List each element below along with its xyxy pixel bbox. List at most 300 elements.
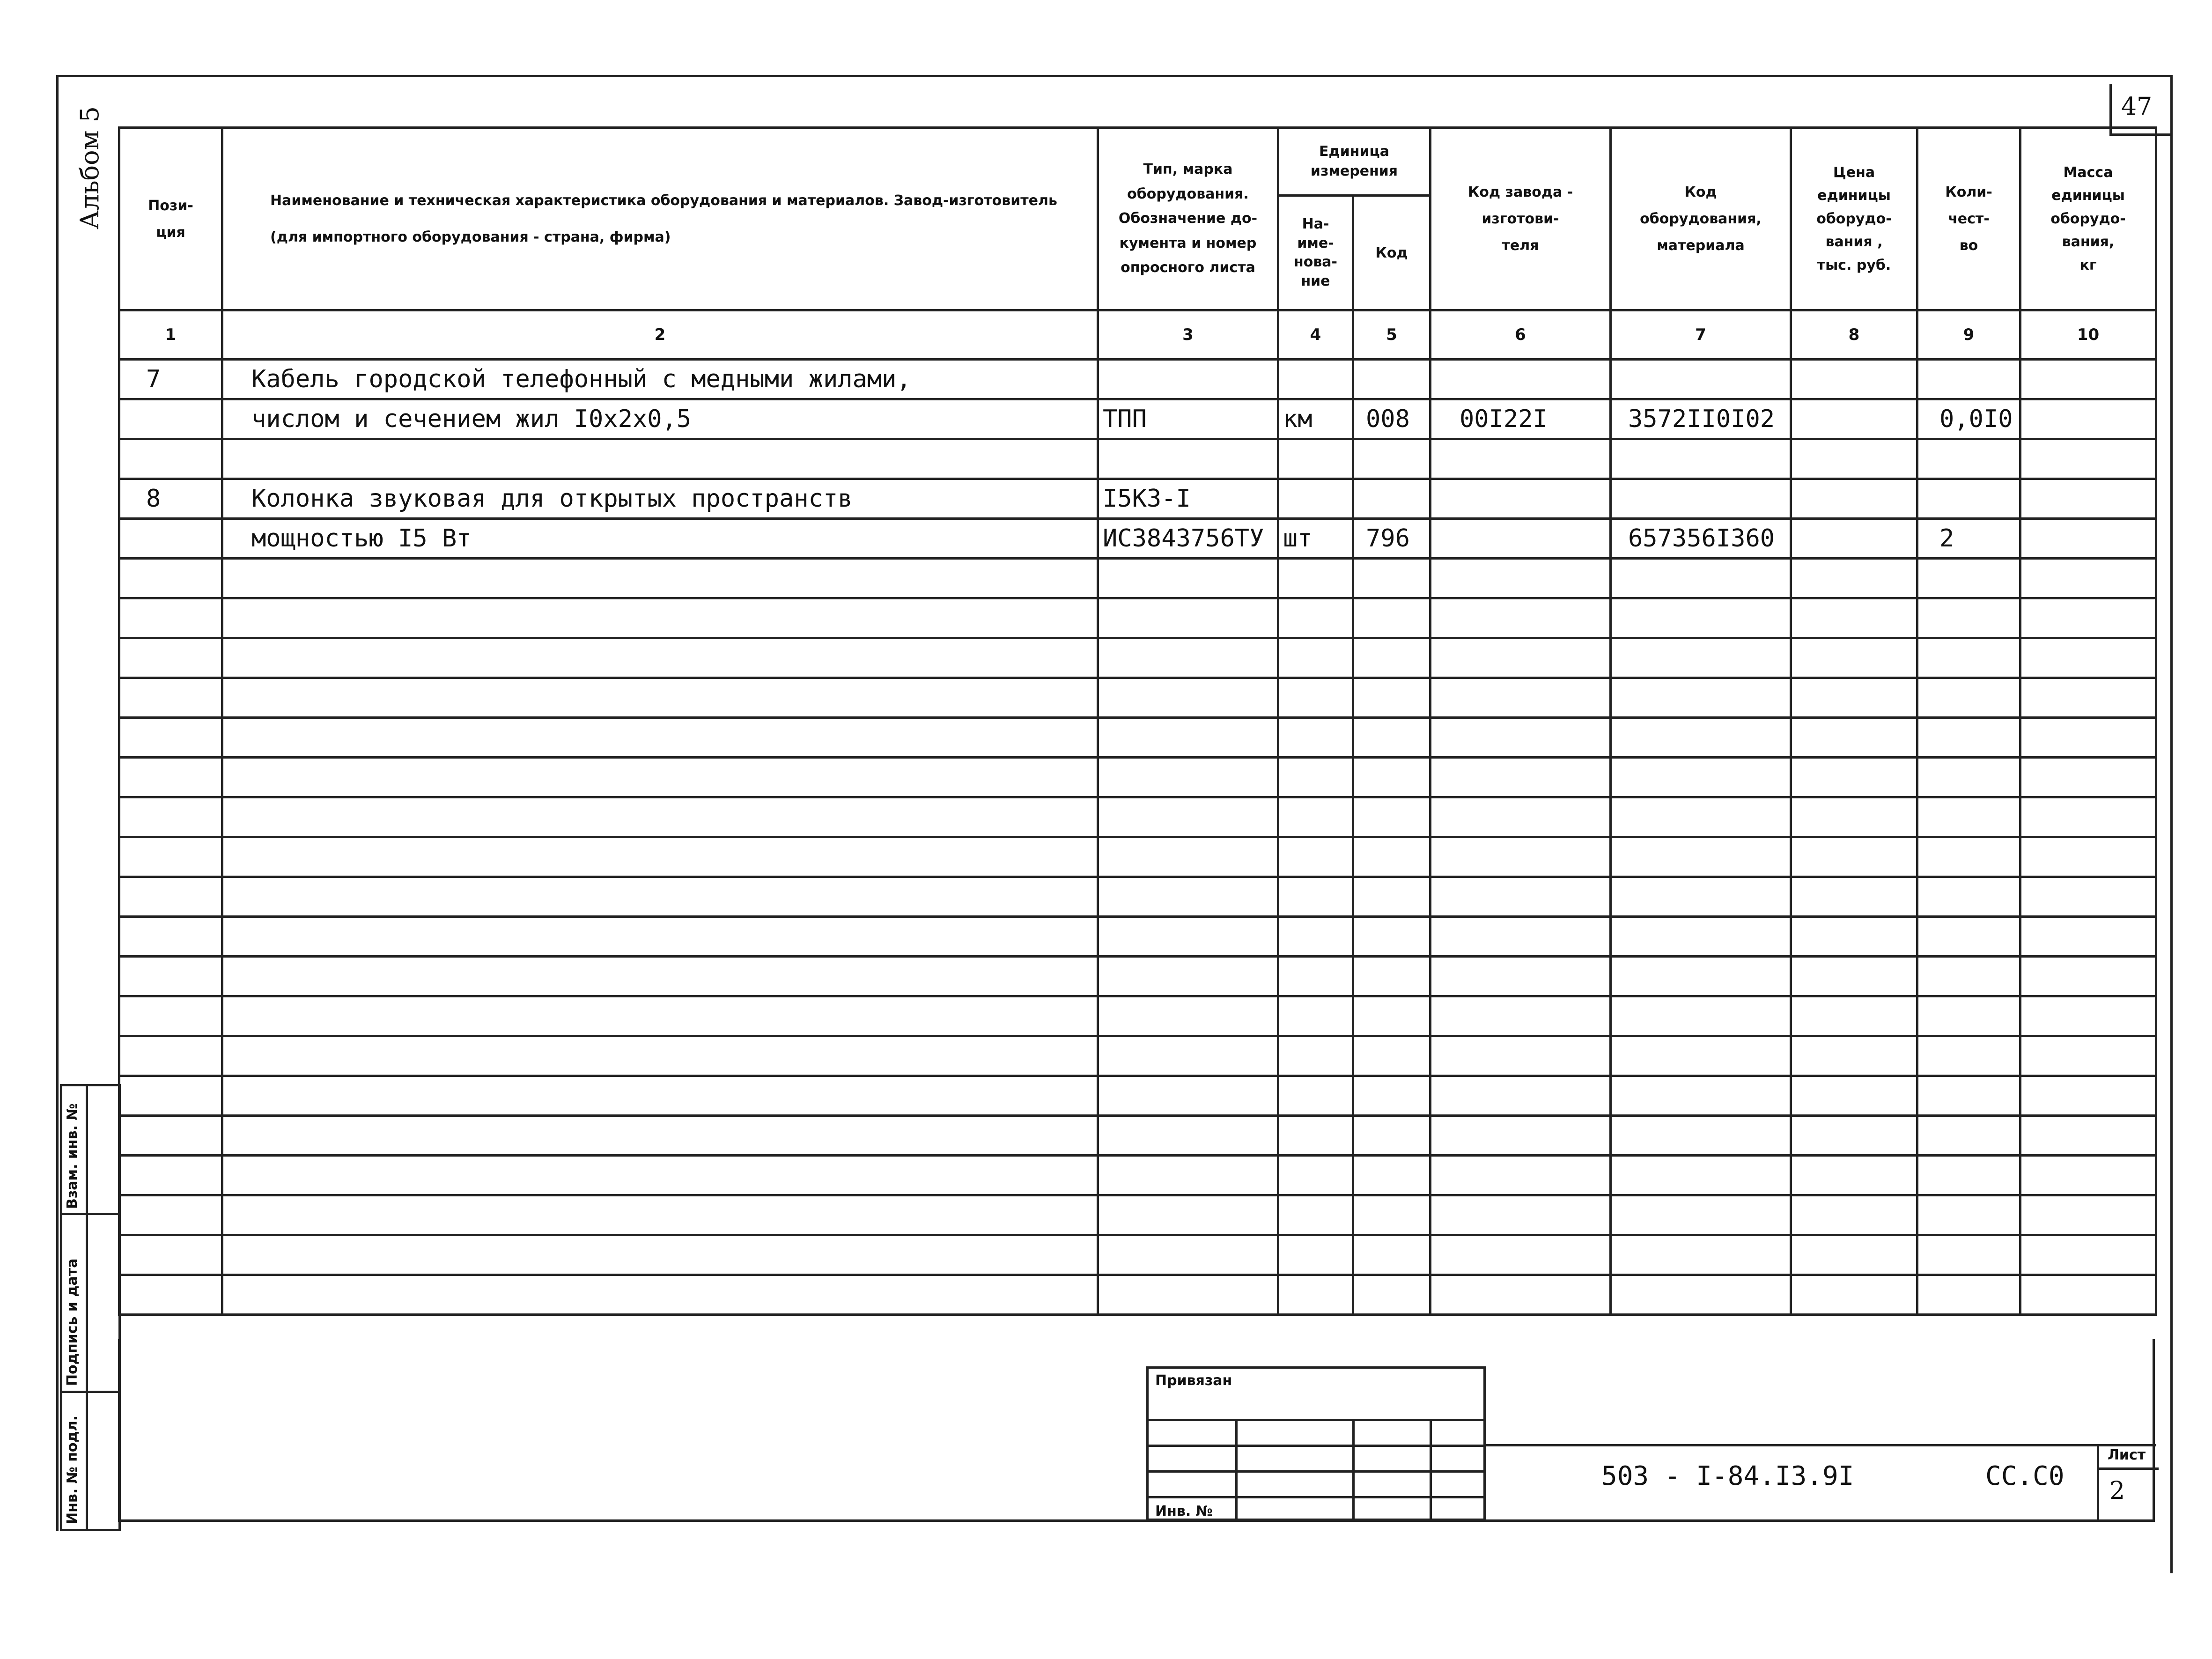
empty-cell [1430, 957, 1611, 996]
empty-table-row [119, 1036, 2156, 1076]
cell-factory-code [1430, 360, 1611, 399]
binding-col-line [1235, 1421, 1238, 1521]
binding-row-line [1149, 1419, 1483, 1421]
binding-col-line [1352, 1421, 1355, 1521]
cell-type: ТПП [1098, 399, 1278, 439]
column-number: 6 [1430, 310, 1611, 360]
empty-cell [1791, 718, 1917, 758]
empty-cell [1791, 758, 1917, 797]
cell-type: ИС3843756ТУ [1098, 519, 1278, 559]
empty-cell [2020, 797, 2156, 837]
cell-price [1791, 519, 1917, 559]
document-suffix: СС.С0 [1985, 1461, 2065, 1491]
stamp-original-inventory: Инв. № подл. [64, 1415, 81, 1524]
header-unit-group: Единица измерения [1278, 128, 1430, 196]
header-price: Цена единицы оборудо- вания , тыс. руб. [1791, 128, 1917, 310]
empty-cell [2020, 758, 2156, 797]
empty-cell [1917, 1116, 2020, 1156]
cell-equipment-code [1611, 479, 1791, 519]
empty-cell [119, 559, 222, 598]
empty-cell [1098, 837, 1278, 877]
empty-cell [1278, 678, 1353, 718]
empty-cell [2020, 917, 2156, 957]
cell-position [119, 519, 222, 559]
empty-cell [1611, 917, 1791, 957]
empty-cell [1917, 758, 2020, 797]
cell-price [1791, 439, 1917, 479]
empty-cell [1278, 877, 1353, 917]
empty-table-row [119, 1275, 2156, 1315]
column-number-row [119, 310, 2156, 360]
empty-table-row [119, 1195, 2156, 1235]
empty-cell [222, 598, 1098, 638]
empty-cell [2020, 877, 2156, 917]
empty-cell [222, 957, 1098, 996]
empty-cell [1917, 996, 2020, 1036]
empty-cell [1917, 638, 2020, 678]
binding-row-line [1149, 1445, 1483, 1447]
empty-cell [119, 1235, 222, 1275]
column-number: 8 [1791, 310, 1917, 360]
cell-position: 8 [119, 479, 222, 519]
empty-cell [1353, 598, 1430, 638]
title-block-line [1486, 1444, 2156, 1446]
empty-cell [119, 917, 222, 957]
empty-cell [1353, 917, 1430, 957]
cell-unit-code [1353, 439, 1430, 479]
empty-cell [119, 598, 222, 638]
empty-cell [119, 1275, 222, 1315]
empty-cell [1098, 559, 1278, 598]
cell-equipment-code: 3572II0I02 [1611, 399, 1791, 439]
empty-cell [222, 877, 1098, 917]
empty-cell [222, 996, 1098, 1036]
empty-cell [1353, 877, 1430, 917]
empty-cell [1611, 877, 1791, 917]
cell-position [119, 439, 222, 479]
table-row [119, 519, 2156, 559]
empty-cell [2020, 1275, 2156, 1315]
header-equipment-code: Код оборудования, материала [1611, 128, 1791, 310]
empty-cell [1430, 718, 1611, 758]
empty-cell [1430, 917, 1611, 957]
empty-cell [1098, 1116, 1278, 1156]
cell-equipment-code: 657356I360 [1611, 519, 1791, 559]
binding-row-line [1149, 1470, 1483, 1473]
empty-cell [1430, 1195, 1611, 1235]
empty-cell [1353, 678, 1430, 718]
empty-cell [1611, 1116, 1791, 1156]
column-number: 1 [119, 310, 222, 360]
empty-cell [1791, 837, 1917, 877]
empty-cell [1098, 996, 1278, 1036]
column-number: 3 [1098, 310, 1278, 360]
empty-table-row [119, 559, 2156, 598]
empty-cell [2020, 996, 2156, 1036]
empty-cell [1611, 1076, 1791, 1116]
table-row [119, 399, 2156, 439]
stamp-signature-date: Подпись и дата [64, 1258, 81, 1386]
empty-cell [1098, 638, 1278, 678]
empty-table-row [119, 797, 2156, 837]
empty-cell [1353, 797, 1430, 837]
cell-quantity [1917, 439, 2020, 479]
empty-cell [222, 1076, 1098, 1116]
empty-cell [1278, 1156, 1353, 1195]
empty-cell [1611, 559, 1791, 598]
cell-quantity [1917, 479, 2020, 519]
sheet-number: 2 [2109, 1477, 2125, 1505]
empty-cell [1430, 1036, 1611, 1076]
empty-cell [2020, 678, 2156, 718]
empty-cell [1917, 1156, 2020, 1195]
empty-cell [1430, 559, 1611, 598]
sheet-box [2097, 1444, 2159, 1521]
empty-cell [1791, 1036, 1917, 1076]
empty-cell [1098, 1156, 1278, 1195]
frame-top-border [56, 75, 2173, 77]
empty-cell [1278, 1275, 1353, 1315]
empty-cell [1917, 1076, 2020, 1116]
empty-cell [1278, 996, 1353, 1036]
empty-table-row [119, 996, 2156, 1036]
bottom-border [118, 1519, 2155, 1522]
empty-table-row [119, 917, 2156, 957]
empty-cell [1917, 917, 2020, 957]
empty-cell [119, 837, 222, 877]
empty-cell [1917, 877, 2020, 917]
empty-cell [1353, 996, 1430, 1036]
empty-cell [1430, 678, 1611, 718]
empty-cell [1917, 957, 2020, 996]
empty-cell [1611, 678, 1791, 718]
empty-cell [1353, 559, 1430, 598]
cell-mass [2020, 360, 2156, 399]
empty-cell [1353, 758, 1430, 797]
empty-cell [1430, 598, 1611, 638]
empty-cell [1353, 1116, 1430, 1156]
empty-table-row [119, 837, 2156, 877]
empty-cell [1098, 1076, 1278, 1116]
column-number: 10 [2020, 310, 2156, 360]
cell-factory-code [1430, 479, 1611, 519]
empty-cell [1430, 797, 1611, 837]
empty-cell [1611, 638, 1791, 678]
bottom-area [118, 1339, 2155, 1522]
empty-cell [1278, 598, 1353, 638]
header-factory-code: Код завода - изготови- теля [1430, 128, 1611, 310]
cell-unit-code [1353, 360, 1430, 399]
empty-cell [1791, 1076, 1917, 1116]
header-unit-name: На- име- нова- ние [1278, 196, 1353, 310]
specification-table [118, 126, 2157, 1316]
specification-table-wrapper [118, 126, 2155, 1316]
column-number: 2 [222, 310, 1098, 360]
empty-table-row [119, 1156, 2156, 1195]
empty-cell [2020, 598, 2156, 638]
empty-cell [1791, 1275, 1917, 1315]
empty-cell [1430, 877, 1611, 917]
empty-table-row [119, 1235, 2156, 1275]
binding-inventory-label: Инв. № [1155, 1503, 1213, 1519]
header-quantity: Коли- чест- во [1917, 128, 2020, 310]
empty-cell [1278, 758, 1353, 797]
header-unit-code: Код [1353, 196, 1430, 310]
empty-cell [1278, 837, 1353, 877]
empty-cell [1791, 598, 1917, 638]
table-row [119, 439, 2156, 479]
empty-cell [1917, 718, 2020, 758]
empty-cell [1430, 837, 1611, 877]
empty-cell [1917, 598, 2020, 638]
cell-unit-code: 008 [1353, 399, 1430, 439]
cell-name: числом и сечением жил I0x2x0,5 [222, 399, 1098, 439]
empty-cell [1353, 638, 1430, 678]
empty-cell [1791, 638, 1917, 678]
cell-quantity [1917, 360, 2020, 399]
empty-cell [1611, 797, 1791, 837]
empty-cell [119, 1076, 222, 1116]
cell-type [1098, 439, 1278, 479]
empty-cell [119, 758, 222, 797]
empty-cell [222, 1275, 1098, 1315]
empty-cell [222, 758, 1098, 797]
cell-name: мощностью I5 Вт [222, 519, 1098, 559]
empty-cell [1611, 1156, 1791, 1195]
cell-factory-code: 00I22I [1430, 399, 1611, 439]
empty-cell [1278, 957, 1353, 996]
empty-cell [1098, 1235, 1278, 1275]
empty-cell [1791, 678, 1917, 718]
empty-cell [1353, 1275, 1430, 1315]
empty-cell [119, 678, 222, 718]
empty-cell [2020, 1235, 2156, 1275]
empty-cell [1430, 638, 1611, 678]
empty-cell [1353, 1076, 1430, 1116]
empty-cell [222, 837, 1098, 877]
empty-cell [1353, 1036, 1430, 1076]
cell-equipment-code [1611, 439, 1791, 479]
empty-cell [1791, 1116, 1917, 1156]
column-number: 5 [1353, 310, 1430, 360]
stamp-replaced-inventory: Взам. инв. № [64, 1103, 81, 1209]
empty-cell [119, 718, 222, 758]
stamp-divider [62, 1213, 118, 1215]
cell-mass [2020, 479, 2156, 519]
cell-equipment-code [1611, 360, 1791, 399]
header-name-line1: Наименование и техническая характеристика оборудования и материалов. [270, 192, 889, 209]
empty-cell [1278, 1076, 1353, 1116]
empty-cell [1278, 718, 1353, 758]
empty-cell [1278, 797, 1353, 837]
empty-cell [1791, 559, 1917, 598]
empty-cell [1353, 1235, 1430, 1275]
empty-cell [1611, 1275, 1791, 1315]
empty-cell [1917, 1195, 2020, 1235]
column-number: 7 [1611, 310, 1791, 360]
empty-cell [1917, 1275, 2020, 1315]
empty-cell [1278, 1235, 1353, 1275]
document-code: 503 - I-84.I3.9I [1601, 1461, 1854, 1491]
cell-unit-code: 796 [1353, 519, 1430, 559]
empty-cell [1917, 1235, 2020, 1275]
empty-cell [1098, 598, 1278, 638]
empty-cell [1430, 1156, 1611, 1195]
empty-cell [1791, 957, 1917, 996]
cell-unit: км [1278, 399, 1353, 439]
empty-cell [2020, 559, 2156, 598]
cell-name: Кабель городской телефонный с медными жилами, [222, 360, 1098, 399]
empty-cell [1430, 1275, 1611, 1315]
cell-unit [1278, 439, 1353, 479]
empty-cell [1917, 678, 2020, 718]
binding-box [1146, 1366, 1486, 1521]
empty-cell [1278, 638, 1353, 678]
empty-cell [1278, 917, 1353, 957]
empty-cell [1278, 1116, 1353, 1156]
page-number: 47 [2121, 93, 2153, 121]
cell-unit [1278, 360, 1353, 399]
cell-unit-code [1353, 479, 1430, 519]
empty-cell [1098, 1036, 1278, 1076]
approval-stamp [60, 1084, 121, 1531]
header-name [222, 128, 1098, 310]
empty-cell [119, 1156, 222, 1195]
empty-cell [2020, 957, 2156, 996]
empty-cell [1611, 1195, 1791, 1235]
cell-factory-code [1430, 439, 1611, 479]
header-name-line2: Завод-изготовитель (для импортного оборудования - страна, фирма) [270, 192, 1057, 245]
empty-cell [2020, 638, 2156, 678]
empty-cell [1353, 837, 1430, 877]
binding-row-line [1149, 1496, 1483, 1498]
binding-label: Привязан [1155, 1372, 1232, 1389]
cell-name [222, 439, 1098, 479]
empty-table-row [119, 877, 2156, 917]
column-number: 4 [1278, 310, 1353, 360]
empty-cell [2020, 837, 2156, 877]
header-position: Пози- ция [119, 128, 222, 310]
empty-cell [222, 917, 1098, 957]
cell-unit: шт [1278, 519, 1353, 559]
empty-cell [1430, 1116, 1611, 1156]
empty-cell [1098, 678, 1278, 718]
empty-cell [222, 638, 1098, 678]
empty-cell [119, 1195, 222, 1235]
empty-cell [1353, 718, 1430, 758]
cell-type: I5K3-I [1098, 479, 1278, 519]
empty-table-row [119, 758, 2156, 797]
empty-table-row [119, 678, 2156, 718]
empty-cell [1791, 917, 1917, 957]
empty-cell [222, 1156, 1098, 1195]
cell-position: 7 [119, 360, 222, 399]
empty-table-row [119, 598, 2156, 638]
empty-cell [222, 797, 1098, 837]
header-type: Тип, марка оборудования. Обозначение до- кумента и номер опросного листа [1098, 128, 1278, 310]
empty-cell [1791, 877, 1917, 917]
empty-cell [1791, 1235, 1917, 1275]
empty-cell [1353, 1156, 1430, 1195]
empty-cell [119, 1116, 222, 1156]
empty-cell [1917, 837, 2020, 877]
empty-cell [222, 718, 1098, 758]
empty-cell [2020, 1195, 2156, 1235]
empty-cell [1098, 797, 1278, 837]
empty-cell [1611, 598, 1791, 638]
cell-position [119, 399, 222, 439]
empty-cell [222, 1235, 1098, 1275]
table-row [119, 479, 2156, 519]
empty-cell [1917, 559, 2020, 598]
stamp-divider [86, 1086, 88, 1529]
empty-cell [1791, 1195, 1917, 1235]
empty-cell [2020, 718, 2156, 758]
empty-cell [1353, 1195, 1430, 1235]
empty-cell [1098, 1195, 1278, 1235]
binding-col-line [1430, 1421, 1432, 1521]
empty-cell [1430, 996, 1611, 1036]
table-row [119, 360, 2156, 399]
empty-cell [1611, 718, 1791, 758]
empty-cell [1611, 837, 1791, 877]
empty-cell [1611, 957, 1791, 996]
empty-cell [1098, 877, 1278, 917]
empty-cell [1917, 1036, 2020, 1076]
cell-unit [1278, 479, 1353, 519]
frame-right-border [2170, 75, 2173, 1573]
cell-quantity: 0,0I0 [1917, 399, 2020, 439]
empty-cell [1791, 996, 1917, 1036]
empty-cell [2020, 1156, 2156, 1195]
empty-table-row [119, 1116, 2156, 1156]
empty-cell [1791, 797, 1917, 837]
empty-cell [222, 559, 1098, 598]
cell-mass [2020, 439, 2156, 479]
sheet-divider [2099, 1467, 2159, 1470]
cell-mass [2020, 519, 2156, 559]
empty-cell [1917, 797, 2020, 837]
empty-cell [119, 797, 222, 837]
empty-cell [1611, 758, 1791, 797]
cell-price [1791, 360, 1917, 399]
empty-cell [222, 678, 1098, 718]
empty-cell [1098, 718, 1278, 758]
empty-cell [1611, 996, 1791, 1036]
album-label: Альбом 5 [75, 106, 104, 229]
empty-cell [1278, 559, 1353, 598]
empty-cell [1098, 758, 1278, 797]
empty-cell [1278, 1036, 1353, 1076]
empty-cell [2020, 1076, 2156, 1116]
empty-table-row [119, 718, 2156, 758]
empty-cell [1791, 1156, 1917, 1195]
empty-cell [2020, 1036, 2156, 1076]
empty-cell [1353, 957, 1430, 996]
empty-cell [119, 957, 222, 996]
empty-cell [1611, 1235, 1791, 1275]
empty-table-row [119, 1076, 2156, 1116]
empty-cell [1098, 917, 1278, 957]
empty-table-row [119, 957, 2156, 996]
header-mass: Масса единицы оборудо- вания, кг [2020, 128, 2156, 310]
cell-factory-code [1430, 519, 1611, 559]
empty-cell [2020, 1116, 2156, 1156]
stamp-divider [62, 1391, 118, 1393]
cell-name: Колонка звуковая для открытых пространств [222, 479, 1098, 519]
empty-cell [1430, 1235, 1611, 1275]
cell-price [1791, 479, 1917, 519]
